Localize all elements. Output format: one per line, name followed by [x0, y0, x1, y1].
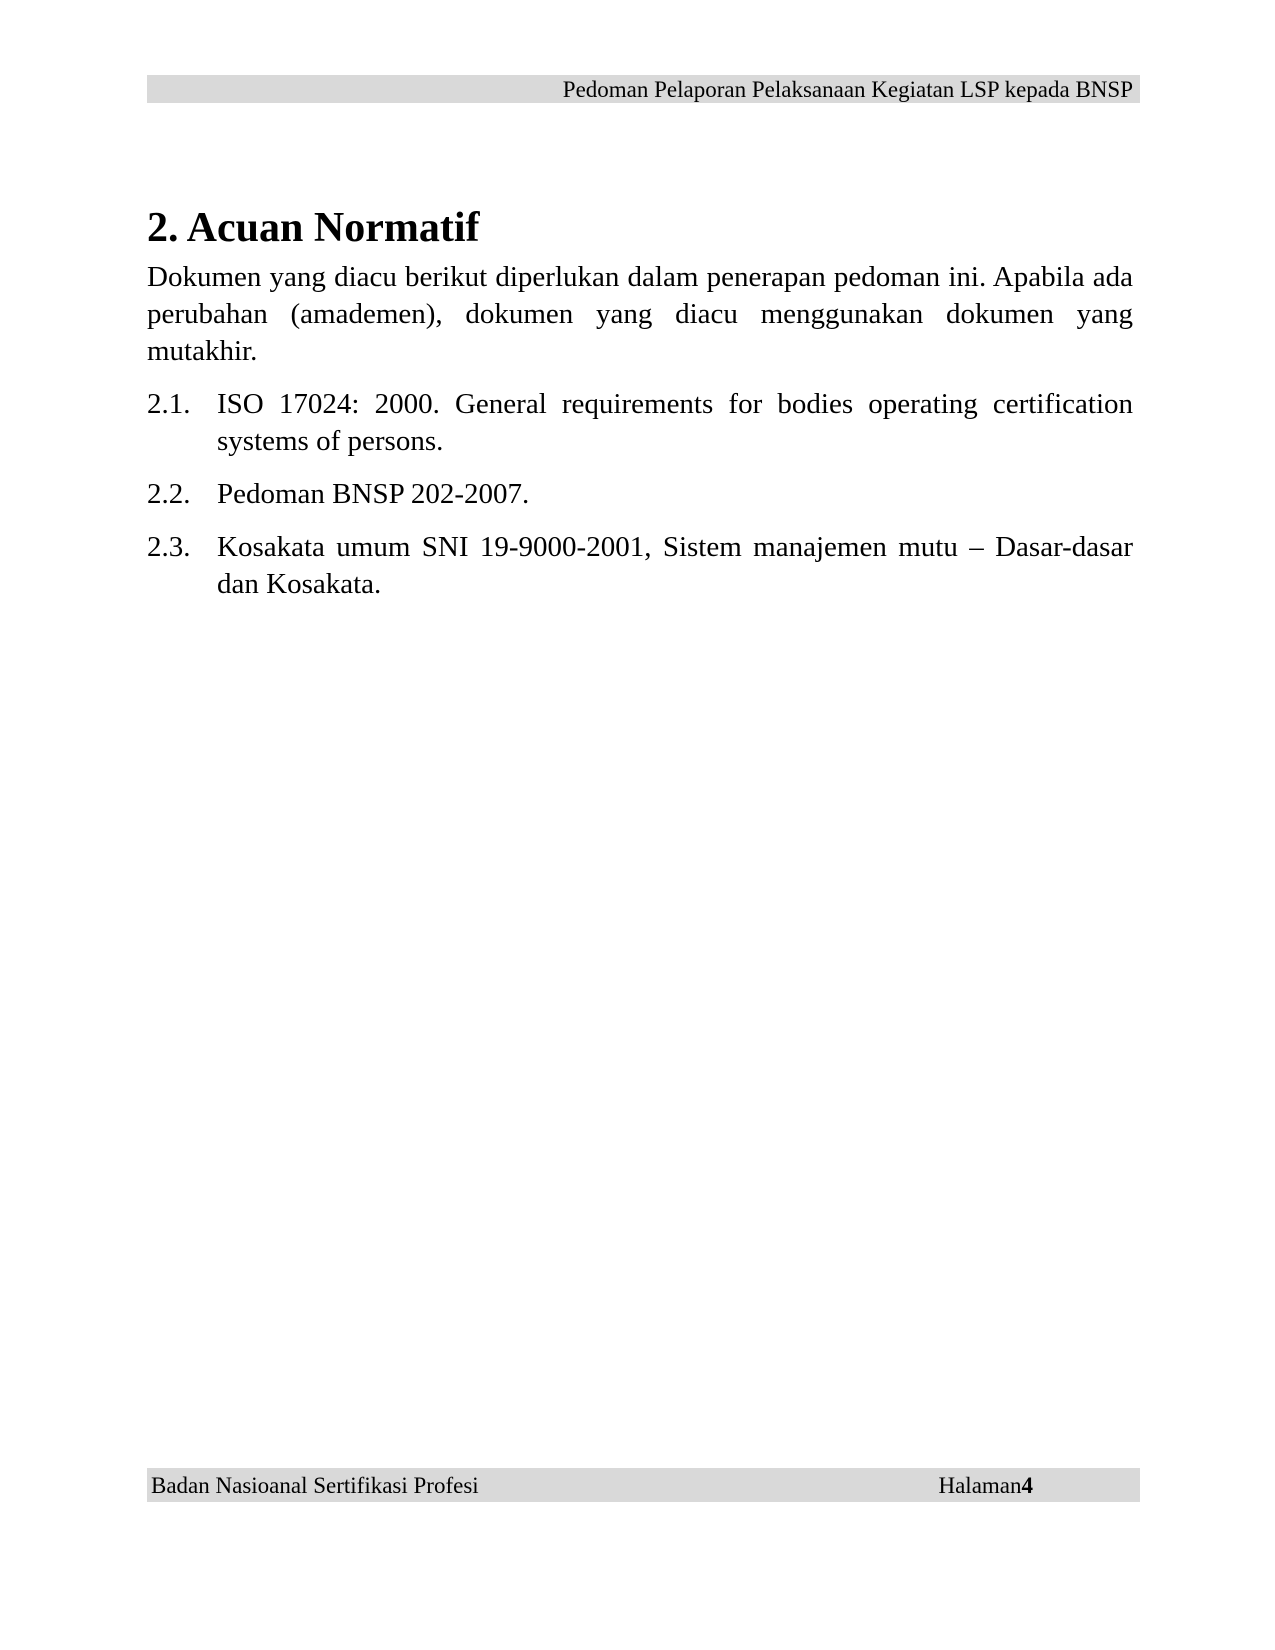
- list-item-text: Pedoman BNSP 202-2007.: [217, 478, 530, 510]
- list-item-text: ISO 17024: 2000. General requirements for bodies operating certification systems of persons.: [217, 388, 1133, 457]
- list-item: [147, 529, 1133, 603]
- list-item-number: 2.1.: [147, 388, 191, 420]
- list-item-number: 2.2.: [147, 478, 191, 510]
- footer-page-label: Halaman: [938, 1472, 1022, 1498]
- intro-paragraph: Dokumen yang diacu berikut diperlukan dalam penerapan pedoman ini. Apabila ada perubahan (amademen), dokumen yang diacu menggunakan dokumen yang mutakhir.: [147, 261, 1133, 367]
- section-heading: 2. Acuan Normatif: [147, 205, 480, 251]
- reference-list: [147, 386, 1133, 603]
- header-title: Pedoman Pelaporan Pelaksanaan Kegiatan LSP kepada BNSP: [562, 76, 1133, 102]
- list-item: [147, 386, 1133, 460]
- list-item-text: Kosakata umum SNI 19-9000-2001, Sistem manajemen mutu – Dasar-dasar dan Kosakata.: [217, 531, 1133, 600]
- document-content: [147, 205, 1133, 603]
- footer-page-number: 4: [1021, 1472, 1033, 1498]
- page-header-bar: [147, 75, 1140, 103]
- page-footer-bar: [147, 1468, 1140, 1502]
- list-item: [147, 476, 1133, 513]
- list-item-number: 2.3.: [147, 531, 191, 563]
- footer-page-indicator: [938, 1474, 1033, 1497]
- footer-organization: Badan Nasioanal Sertifikasi Profesi: [151, 1472, 479, 1498]
